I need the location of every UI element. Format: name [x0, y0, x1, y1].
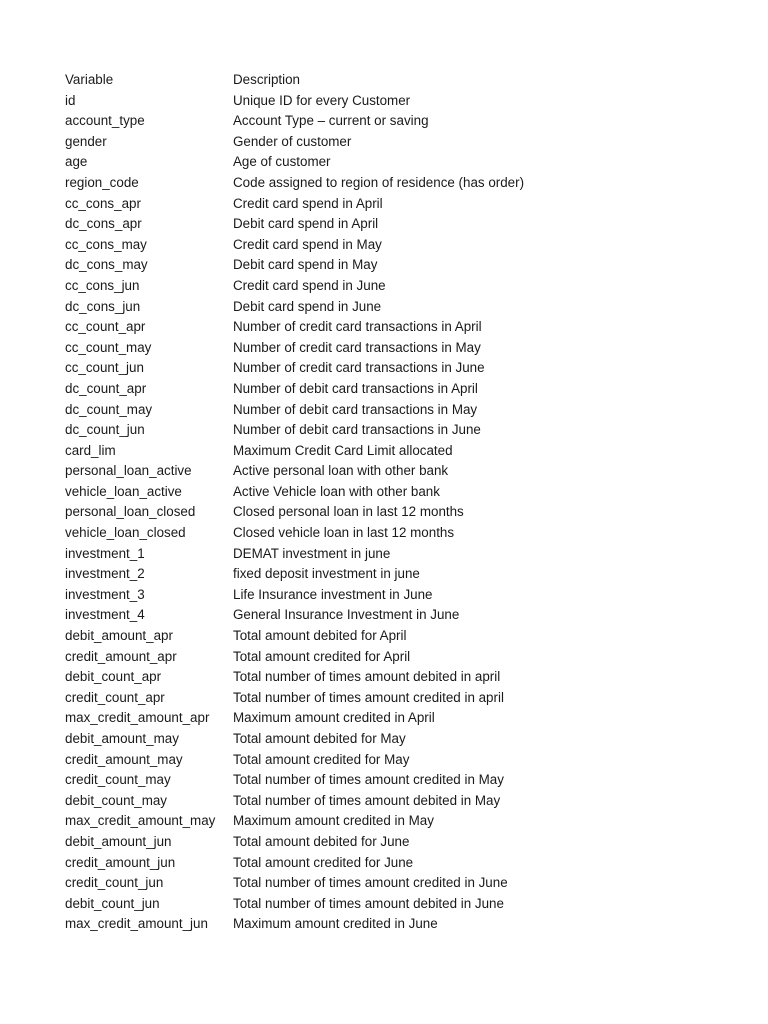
- variable-description-cell: Total number of times amount credited in June: [233, 875, 508, 891]
- variable-description-cell: Total number of times amount debited in april: [233, 669, 501, 685]
- variable-name-cell: credit_amount_jun: [65, 854, 176, 870]
- table-row: [65, 482, 745, 503]
- variable-description-cell: Number of debit card transactions in April: [233, 380, 478, 396]
- table-row: [65, 111, 745, 132]
- table-row: [65, 894, 745, 915]
- variable-name-cell: cc_cons_apr: [65, 195, 141, 211]
- variable-name-cell: region_code: [65, 174, 139, 190]
- variable-name-cell: gender: [65, 133, 107, 149]
- variable-name-cell: credit_amount_apr: [65, 648, 177, 664]
- variable-name-cell: max_credit_amount_may: [65, 813, 216, 829]
- table-row: [65, 400, 745, 421]
- variable-description-cell: Number of debit card transactions in May: [233, 401, 478, 417]
- variable-description-cell: Life Insurance investment in June: [233, 586, 433, 602]
- table-row: [65, 750, 745, 771]
- variable-description-cell: fixed deposit investment in june: [233, 566, 420, 582]
- variable-name-cell: debit_amount_apr: [65, 628, 173, 644]
- table-row: [65, 317, 745, 338]
- table-row: [65, 770, 745, 791]
- variable-name-cell: cc_count_jun: [65, 360, 144, 376]
- table-row: [65, 338, 745, 359]
- table-row: [65, 791, 745, 812]
- variable-name-cell: debit_count_may: [65, 792, 167, 808]
- variable-name-cell: personal_loan_active: [65, 463, 192, 479]
- variable-description-cell: Total number of times amount debited in May: [233, 792, 501, 808]
- variable-description-cell: Active personal loan with other bank: [233, 463, 449, 479]
- table-row: [65, 605, 745, 626]
- variable-description-cell: Active Vehicle loan with other bank: [233, 483, 440, 499]
- variable-description-cell: Number of credit card transactions in May: [233, 339, 481, 355]
- variable-name-cell: dc_count_may: [65, 401, 153, 417]
- variable-description-cell: Total amount credited for April: [233, 648, 411, 664]
- variable-name-cell: credit_count_apr: [65, 689, 165, 705]
- table-row: [65, 564, 745, 585]
- variable-description-cell: Total number of times amount credited in May: [233, 772, 504, 788]
- table-row: [65, 688, 745, 709]
- table-body: [65, 91, 745, 935]
- table-row: [65, 626, 745, 647]
- table-row: [65, 853, 745, 874]
- table-row: [65, 523, 745, 544]
- variable-description-cell: Number of credit card transactions in April: [233, 319, 482, 335]
- table-row: [65, 276, 745, 297]
- variable-name-cell: investment_2: [65, 566, 145, 582]
- variable-name-cell: cc_cons_jun: [65, 277, 140, 293]
- variable-description-cell: Maximum amount credited in April: [233, 710, 435, 726]
- variable-description-cell: Total amount debited for April: [233, 628, 407, 644]
- header-variable: Variable: [65, 72, 114, 87]
- header-description: Description: [233, 72, 300, 87]
- variable-name-cell: vehicle_loan_active: [65, 483, 182, 499]
- table-row: [65, 235, 745, 256]
- table-row: [65, 214, 745, 235]
- variable-name-cell: id: [65, 92, 76, 108]
- variable-description-table: [65, 70, 745, 935]
- variable-description-cell: Total amount debited for June: [233, 833, 410, 849]
- table-row: [65, 152, 745, 173]
- variable-description-cell: Code assigned to region of residence (has order): [233, 174, 525, 190]
- table-row: [65, 585, 745, 606]
- variable-name-cell: dc_cons_jun: [65, 298, 141, 314]
- table-row: [65, 194, 745, 215]
- variable-description-cell: Unique ID for every Customer: [233, 92, 411, 108]
- variable-description-cell: Closed personal loan in last 12 months: [233, 504, 464, 520]
- variable-description-cell: Credit card spend in April: [233, 195, 383, 211]
- variable-name-cell: cc_count_may: [65, 339, 152, 355]
- variable-name-cell: investment_4: [65, 607, 145, 623]
- table-row: [65, 173, 745, 194]
- variable-description-cell: Closed vehicle loan in last 12 months: [233, 525, 455, 541]
- table-row: [65, 708, 745, 729]
- variable-description-cell: Debit card spend in June: [233, 298, 382, 314]
- variable-description-cell: Total amount credited for June: [233, 854, 414, 870]
- variable-description-cell: Credit card spend in June: [233, 277, 386, 293]
- variable-description-cell: Debit card spend in May: [233, 257, 378, 273]
- table-row: [65, 132, 745, 153]
- variable-name-cell: cc_cons_may: [65, 236, 147, 252]
- table-header-row: [65, 70, 745, 91]
- variable-name-cell: debit_amount_may: [65, 731, 179, 746]
- variable-name-cell: cc_count_apr: [65, 319, 146, 335]
- table-row: [65, 544, 745, 565]
- table-row: [65, 358, 745, 379]
- variable-description-cell: Gender of customer: [233, 133, 352, 149]
- variable-name-cell: vehicle_loan_closed: [65, 525, 186, 541]
- table-row: [65, 502, 745, 523]
- variable-description-cell: Account Type – current or saving: [233, 113, 429, 129]
- variable-description-cell: Age of customer: [233, 154, 331, 170]
- variable-name-cell: credit_count_may: [65, 772, 171, 788]
- table-row: [65, 873, 745, 894]
- table-row: [65, 647, 745, 668]
- variable-description-cell: Maximum amount credited in June: [233, 916, 438, 932]
- variable-name-cell: dc_cons_apr: [65, 216, 142, 232]
- table-row: [65, 832, 745, 853]
- variable-name-cell: investment_3: [65, 586, 145, 602]
- variable-name-cell: card_lim: [65, 442, 116, 458]
- variable-name-cell: debit_count_apr: [65, 669, 162, 685]
- variable-name-cell: dc_cons_may: [65, 257, 148, 273]
- table-row: [65, 255, 745, 276]
- variable-description-cell: Maximum Credit Card Limit allocated: [233, 442, 453, 458]
- variable-description-cell: Total amount debited for May: [233, 731, 406, 746]
- variable-name-cell: personal_loan_closed: [65, 504, 196, 520]
- table-row: [65, 297, 745, 318]
- variable-description-cell: Credit card spend in May: [233, 236, 382, 252]
- variable-name-cell: credit_amount_may: [65, 751, 183, 767]
- table-row: [65, 914, 745, 935]
- variable-description-cell: Number of credit card transactions in June: [233, 360, 485, 376]
- variable-name-cell: dc_count_jun: [65, 422, 145, 438]
- variable-description-cell: Total number of times amount debited in June: [233, 895, 504, 911]
- variable-name-cell: debit_count_jun: [65, 895, 160, 911]
- variable-name-cell: credit_count_jun: [65, 875, 164, 891]
- table-row: [65, 441, 745, 462]
- table-row: [65, 667, 745, 688]
- variable-name-cell: max_credit_amount_apr: [65, 710, 210, 726]
- variable-description-cell: DEMAT investment in june: [233, 545, 391, 561]
- variable-name-cell: debit_amount_jun: [65, 833, 172, 849]
- variable-description-cell: Total number of times amount credited in april: [233, 689, 504, 705]
- table-row: [65, 379, 745, 400]
- variable-description-cell: Maximum amount credited in May: [233, 813, 434, 829]
- variable-description-cell: Total amount credited for May: [233, 751, 410, 767]
- table-row: [65, 420, 745, 441]
- variable-name-cell: dc_count_apr: [65, 380, 147, 396]
- table-row: [65, 91, 745, 112]
- table-row: [65, 811, 745, 832]
- variable-name-cell: account_type: [65, 113, 145, 129]
- variable-name-cell: investment_1: [65, 545, 145, 561]
- variable-description-cell: Debit card spend in April: [233, 216, 379, 232]
- table-row: [65, 461, 745, 482]
- variable-description-cell: General Insurance Investment in June: [233, 607, 460, 623]
- variable-description-cell: Number of debit card transactions in June: [233, 422, 481, 438]
- variable-name-cell: max_credit_amount_jun: [65, 916, 208, 932]
- table-row: [65, 729, 745, 750]
- variable-name-cell: age: [65, 154, 88, 170]
